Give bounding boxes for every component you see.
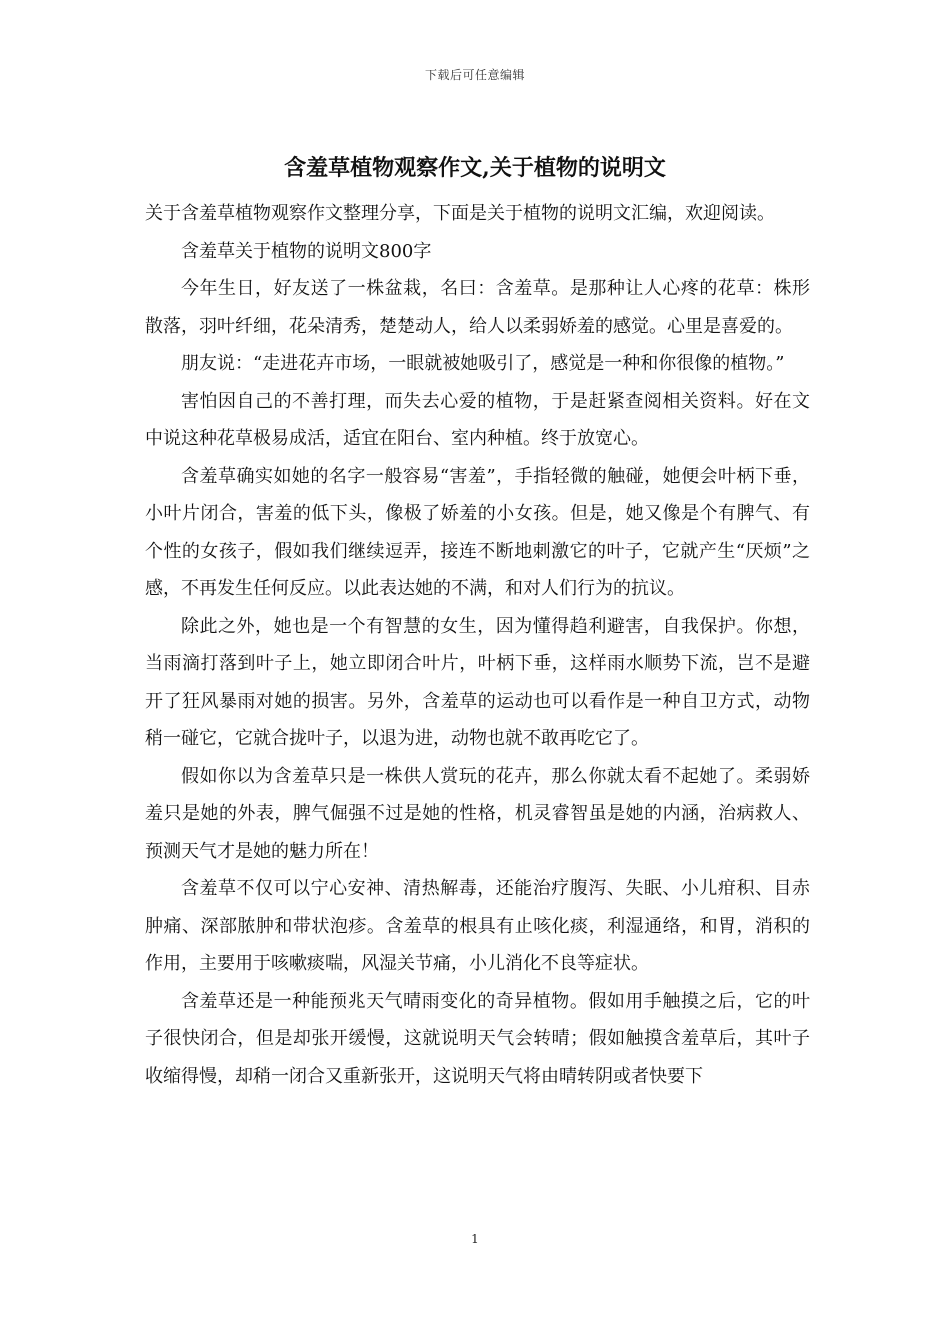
document-title: 含羞草植物观察作文,关于植物的说明文 — [284, 155, 666, 181]
body-paragraph: 朋友说：“走进花卉市场，一眼就被她吸引了，感觉是一种和你很像的植物。” — [181, 353, 785, 374]
body-paragraph: 含羞草不仅可以宁心安神、清热解毒，还能治疗腹泻、失眠、小儿疳积、目赤肿痛、深部脓肿和带状泡疹。含羞草的根具有止咳化痰，利湿通络，和胃，消积的作用，主要用于咳嗽痰喘，风湿关节痛，小儿消化不良等症状。 — [145, 878, 810, 974]
body-paragraph: 含羞草确实如她的名字一般容易“害羞”，手指轻微的触碰，她便会叶柄下垂，小叶片闭合，害羞的低下头，像极了娇羞的小女孩。但是，她又像是个有脾气、有个性的女孩子，假如我们继续逗弄，接连不断地刺激它的叶子，它就产生“厌烦”之感，不再发生任何反应。以此表达她的不满，和对人们行为的抗议。 — [145, 465, 810, 599]
document-body — [145, 195, 810, 1095]
intro-paragraph: 关于含羞草植物观察作文整理分享，下面是关于植物的说明文汇编，欢迎阅读。 — [145, 203, 775, 224]
body-paragraph: 今年生日，好友送了一株盆栽，名曰：含羞草。是那种让人心疼的花草：株形散落，羽叶纤细，花朵清秀，楚楚动人，给人以柔弱娇羞的感觉。心里是喜爱的。 — [145, 278, 810, 337]
body-paragraph: 除此之外，她也是一个有智慧的女生，因为懂得趋利避害，自我保护。你想，当雨滴打落到叶子上，她立即闭合叶片，叶柄下垂，这样雨水顺势下流，岂不是避开了狂风暴雨对她的损害。另外，含羞草的运动也可以看作是一种自卫方式，动物稍一碰它，它就合拢叶子，以退为进，动物也就不敢再吃它了。 — [145, 615, 810, 749]
body-paragraph: 害怕因自己的不善打理，而失去心爱的植物，于是赶紧查阅相关资料。好在文中说这种花草极易成活，适宜在阳台、室内种植。终于放宽心。 — [145, 390, 810, 449]
body-paragraph: 假如你以为含羞草只是一株供人赏玩的花卉，那么你就太看不起她了。柔弱娇羞只是她的外表，脾气倔强不过是她的性格，机灵睿智虽是她的内涵，治病救人、预测天气才是她的魅力所在！ — [145, 765, 810, 862]
body-paragraph: 含羞草还是一种能预兆天气晴雨变化的奇异植物。假如用手触摸之后，它的叶子很快闭合，但是却张开缓慢，这就说明天气会转晴；假如触摸含羞草后，其叶子收缩得慢，却稍一闭合又重新张开，这说明天气将由晴转阴或者快要下 — [145, 990, 810, 1087]
page-number: 1 — [471, 1232, 479, 1246]
subtitle-paragraph: 含羞草关于植物的说明文800字 — [181, 240, 432, 262]
header-note: 下载后可任意编辑 — [424, 68, 525, 82]
